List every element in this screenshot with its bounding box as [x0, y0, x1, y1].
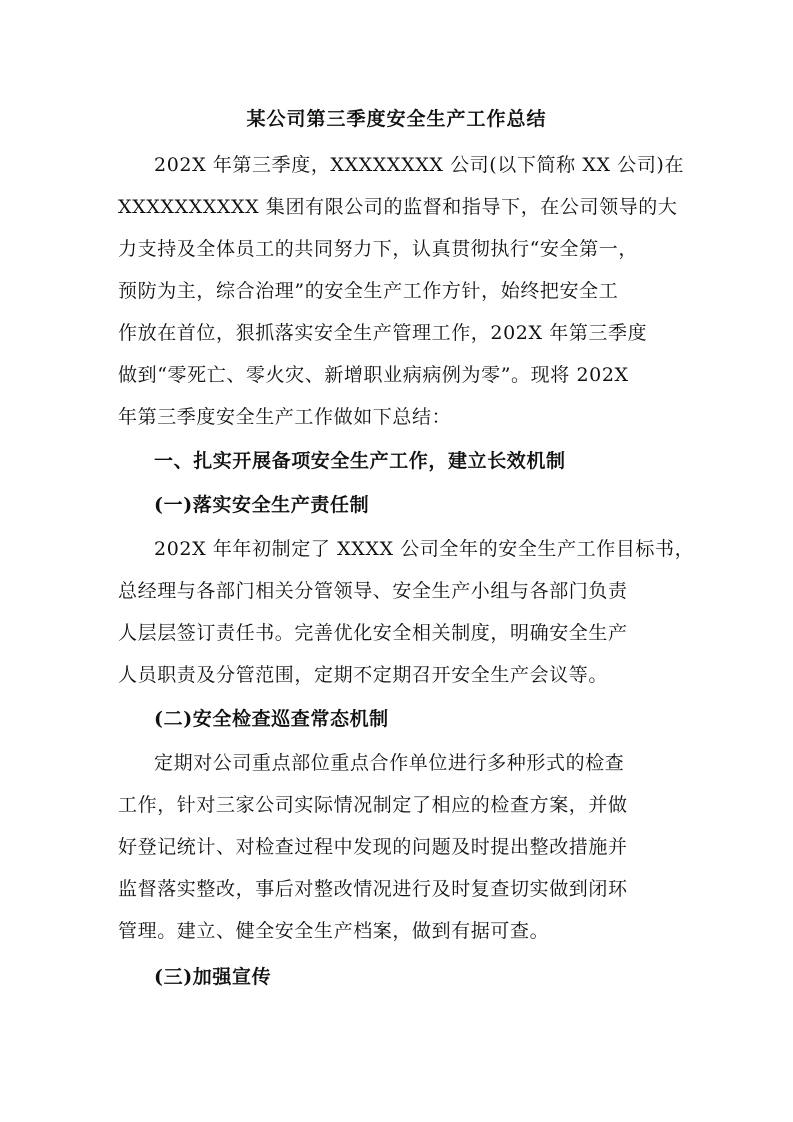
paragraph-line: 年第三季度安全生产工作做如下总结：: [118, 406, 452, 428]
paragraph-line: 好登记统计、对检查过程中发现的问题及时提出整改措施并: [118, 836, 628, 858]
subsection-heading: (一)落实安全生产责任制: [154, 494, 370, 516]
paragraph-line: 作放在首位，狠抓落实安全生产管理工作，202X 年第三季度: [118, 322, 648, 344]
paragraph-line: XXXXXXXXXX 集团有限公司的监督和指导下，在公司领导的大: [118, 196, 678, 218]
paragraph-line: 人层层签订责任书。完善优化安全相关制度，明确安全生产: [118, 622, 628, 644]
paragraph-line: 工作，针对三家公司实际情况制定了相应的检查方案，并做: [118, 794, 628, 816]
paragraph-line: 总经理与各部门相关分管领导、安全生产小组与各部门负责: [118, 580, 628, 602]
paragraph-line: 人员职责及分管范围，定期不定期召开安全生产会议等。: [118, 664, 609, 686]
subsection-heading: (二)安全检查巡查常态机制: [154, 708, 389, 730]
paragraph-line: 202X 年年初制定了 XXXX 公司全年的安全生产工作目标书，: [154, 538, 695, 560]
section-heading: 一、扎实开展备项安全生产工作，建立长效机制: [154, 450, 566, 472]
paragraph-line: 管理。建立、健全安全生产档案，做到有据可查。: [118, 920, 550, 942]
document-title: 某公司第三季度安全生产工作总结: [246, 108, 547, 130]
subsection-heading: (三)加强宣传: [154, 966, 272, 988]
paragraph-line: 定期对公司重点部位重点合作单位进行多种形式的检查: [154, 752, 625, 774]
paragraph-line: 监督落实整改，事后对整改情况进行及时复查切实做到闭环: [118, 878, 628, 900]
paragraph-line: 做到“零死亡、零火灾、新增职业病病例为零”。现将 202X: [118, 364, 629, 386]
paragraph-line: 预防为主，综合治理”的安全生产工作方针，始终把安全工: [118, 280, 619, 302]
paragraph-line: 202X 年第三季度，XXXXXXXX 公司(以下简称 XX 公司)在: [154, 154, 685, 176]
paragraph-line: 力支持及全体员工的共同努力下，认真贯彻执行“安全第一，: [118, 238, 638, 260]
